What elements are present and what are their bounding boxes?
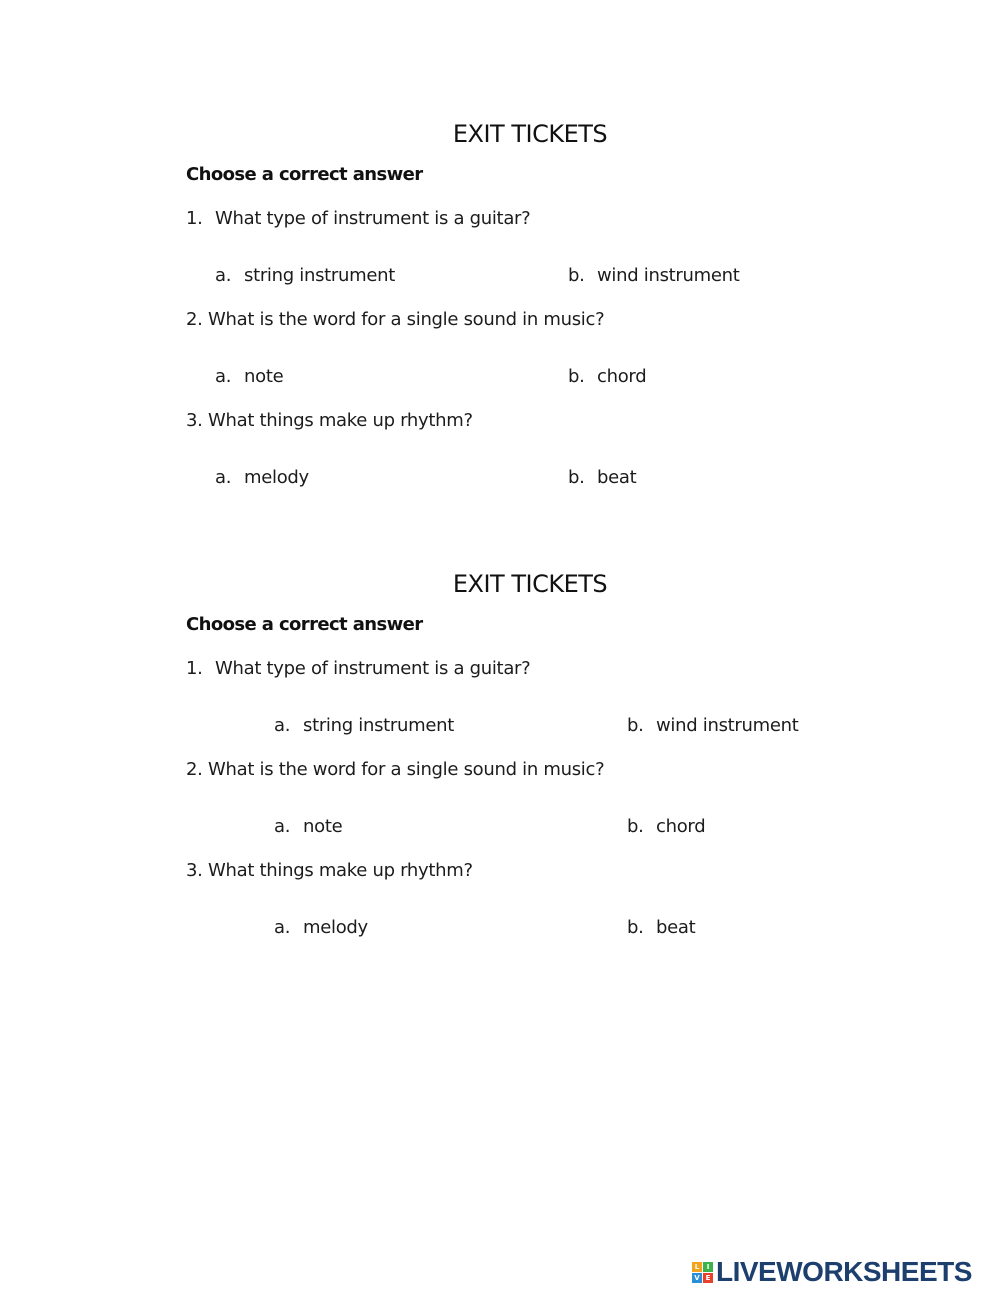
option-letter: b. <box>568 265 585 286</box>
question-2 <box>186 309 604 330</box>
option-a[interactable] <box>274 816 342 837</box>
option-letter: b. <box>568 467 585 488</box>
option-a[interactable] <box>215 366 283 387</box>
option-b[interactable] <box>627 715 799 736</box>
ticket-title: EXIT TICKETS <box>452 120 608 148</box>
option-b[interactable] <box>627 917 695 938</box>
option-b[interactable] <box>568 366 646 387</box>
logo-blocks-icon <box>692 1262 713 1283</box>
logo-text: LIVEWORKSHEETS <box>716 1256 972 1287</box>
logo-block: V <box>692 1273 702 1283</box>
question-number: 3. <box>186 410 203 431</box>
logo-block: L <box>692 1262 702 1272</box>
option-text: note <box>244 366 284 387</box>
option-text: string instrument <box>244 265 396 286</box>
option-text: string instrument <box>303 715 455 736</box>
option-text: melody <box>303 917 368 938</box>
question-number: 1. <box>186 208 203 229</box>
option-letter: a. <box>274 816 291 837</box>
question-1 <box>186 658 530 679</box>
option-text: melody <box>244 467 309 488</box>
question-3 <box>186 860 473 881</box>
logo-block: I <box>703 1262 713 1272</box>
option-b[interactable] <box>568 265 740 286</box>
question-number: 3. <box>186 860 203 881</box>
option-a[interactable] <box>274 715 454 736</box>
option-text: wind instrument <box>656 715 799 736</box>
option-letter: b. <box>627 715 644 736</box>
option-text: wind instrument <box>597 265 740 286</box>
option-letter: b. <box>568 366 585 387</box>
question-text: What type of instrument is a guitar? <box>215 658 531 679</box>
ticket-instructions: Choose a correct answer <box>186 614 423 635</box>
option-text: chord <box>656 816 706 837</box>
option-letter: a. <box>215 265 232 286</box>
question-number: 2. <box>186 309 203 330</box>
ticket-title: EXIT TICKETS <box>452 570 608 598</box>
ticket-instructions: Choose a correct answer <box>186 164 423 185</box>
option-text: chord <box>597 366 647 387</box>
option-b[interactable] <box>568 467 636 488</box>
question-number: 1. <box>186 658 203 679</box>
question-number: 2. <box>186 759 203 780</box>
option-letter: a. <box>215 467 232 488</box>
question-text: What things make up rhythm? <box>208 410 473 431</box>
question-1 <box>186 208 530 229</box>
option-a[interactable] <box>215 467 309 488</box>
option-text: beat <box>656 917 696 938</box>
logo-block: E <box>703 1273 713 1283</box>
question-2 <box>186 759 604 780</box>
option-letter: a. <box>215 366 232 387</box>
option-letter: b. <box>627 816 644 837</box>
option-text: note <box>303 816 343 837</box>
option-b[interactable] <box>627 816 705 837</box>
option-letter: a. <box>274 715 291 736</box>
question-text: What things make up rhythm? <box>208 860 473 881</box>
option-a[interactable] <box>215 265 395 286</box>
question-text: What type of instrument is a guitar? <box>215 208 531 229</box>
option-letter: b. <box>627 917 644 938</box>
question-text: What is the word for a single sound in music? <box>208 759 605 780</box>
option-text: beat <box>597 467 637 488</box>
liveworksheets-logo <box>692 1256 972 1288</box>
question-3 <box>186 410 473 431</box>
option-a[interactable] <box>274 917 368 938</box>
question-text: What is the word for a single sound in music? <box>208 309 605 330</box>
option-letter: a. <box>274 917 291 938</box>
